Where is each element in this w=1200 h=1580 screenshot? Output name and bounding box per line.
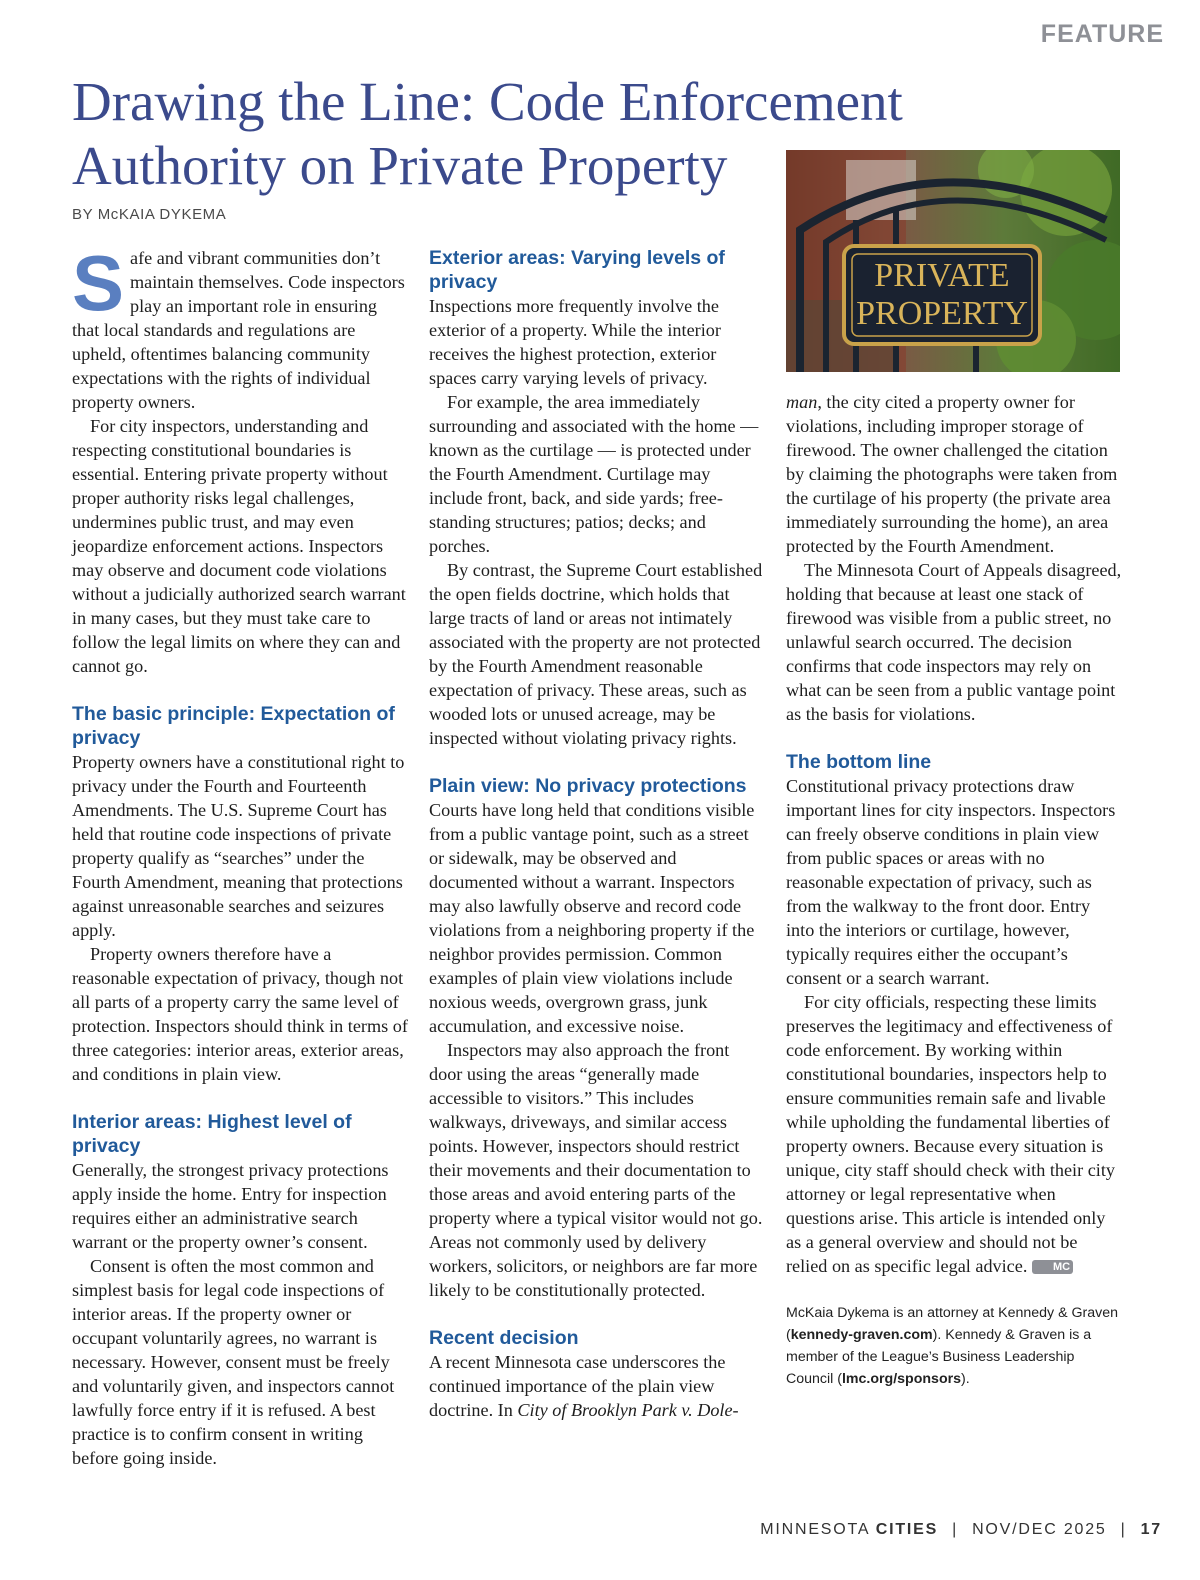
page-footer bbox=[760, 1521, 1162, 1539]
paragraph bbox=[786, 390, 1122, 558]
page-number: 17 bbox=[1140, 1521, 1162, 1538]
paragraph-intro bbox=[72, 239, 408, 414]
paragraph: For city inspectors, understanding and respecting constitutional boundaries is essential. Entering private property without proper authority risks legal challenges, undermines public trust, and may even jeopardize enforcement actions. Inspectors may observe and document code violations without a judicially authorized search warrant in many cases, but they must take care to follow the legal limits on where they can and cannot go. bbox=[72, 416, 406, 676]
paragraph: Generally, the strongest privacy protections apply inside the home. Entry for inspection requires either an administrative search warrant or the property owner’s consent. bbox=[72, 1160, 389, 1252]
paragraph: Inspections more frequently involve the exterior of a property. While the interior receives the highest protection, exterior spaces carry varying levels of privacy. bbox=[429, 296, 721, 388]
column-1 bbox=[72, 239, 408, 1470]
section-heading: The bottom line bbox=[786, 751, 932, 773]
case-name: man bbox=[786, 392, 818, 412]
section-heading: Recent decision bbox=[429, 1327, 579, 1349]
paragraph bbox=[786, 990, 1122, 1278]
sign-line-2: PROPERTY bbox=[856, 295, 1028, 332]
drop-cap: S bbox=[72, 239, 125, 327]
column-2 bbox=[429, 246, 765, 1422]
private-property-sign-photo bbox=[786, 150, 1120, 372]
section-heading: Exterior areas: Varying levels of privacy bbox=[429, 247, 725, 293]
end-mark-icon: MC bbox=[1032, 1260, 1073, 1274]
bio-text: McKaia Dykema is an attorney at Kennedy & Graven ( bbox=[786, 1305, 1118, 1343]
case-name: City of Brooklyn Park v. Dole- bbox=[517, 1400, 739, 1420]
intro-text: afe and vibrant communities don’t maintain themselves. Code inspectors play an important role in ensuring that local standards and regulations are upheld, oftentimes balancing community expectations with the rights of individual property owners. bbox=[72, 248, 405, 412]
paragraph bbox=[429, 1350, 765, 1422]
footer-divider: | bbox=[952, 1521, 959, 1538]
publication-name: CITIES bbox=[875, 1521, 939, 1538]
paragraph-text: A recent Minnesota case underscores the continued importance of the plain view doctrine. In bbox=[429, 1352, 726, 1420]
section-tag: FEATURE bbox=[1040, 20, 1164, 48]
paragraph-text: , the city cited a property owner for violations, including improper storage of firewood. The owner challenged the citation by claiming the photographs were taken from the curtilage of his property (the private area immediately surrounding the home), an area protected by the Fourth Amendment. bbox=[786, 392, 1118, 556]
footer-divider: | bbox=[1120, 1521, 1127, 1538]
paragraph-text: For city officials, respecting these limits preserves the legitimacy and effectiveness of code enforcement. By working within constitutional boundaries, inspectors help to ensure communities remain safe and livable while upholding the fundamental liberties of property owners. Because every situation is unique, city staff should check with their city attorney or legal representative when questions arise. This article is intended only as a general overview and should not be relied on as specific legal advice. bbox=[786, 992, 1115, 1276]
bio-link-kennedy-graven[interactable]: kennedy-graven.com bbox=[790, 1327, 933, 1343]
paragraph: Constitutional privacy protections draw important lines for city inspectors. Inspectors can freely observe conditions in plain view from public spaces or areas with no reasonable expectation of privacy, such as from the walkway to the front door. Entry into the interiors or curtilage, however, typically requires either the occupant’s consent or a search warrant. bbox=[786, 776, 1116, 988]
paragraph: Property owners therefore have a reasonable expectation of privacy, though not all parts of a property carry the same level of protection. Inspectors should think in terms of three categories: interior areas, exterior areas, and conditions in plain view. bbox=[72, 944, 408, 1084]
bio-text: ). bbox=[961, 1371, 970, 1387]
section-heading: The basic principle: Expectation of privacy bbox=[72, 703, 395, 749]
paragraph: Inspectors may also approach the front door using the areas “generally made accessible to visitors.” This includes walkways, driveways, and similar access points. However, inspectors should restrict their movements and their documentation to those areas and avoid entering parts of the property where a typical visitor would not go. Areas not commonly used by delivery workers, solicitors, or neighbors are far more likely to be constitutionally protected. bbox=[429, 1040, 763, 1300]
bio-text: ). Kennedy & Graven is a member of the League’s Business Leadership Council ( bbox=[786, 1327, 1092, 1387]
paragraph: Property owners have a constitutional right to privacy under the Fourth and Fourteenth Amendments. The U.S. Supreme Court has held that routine code inspections of private property qualify as “searches” under the Fourth Amendment, meaning that protections against unreasonable searches and seizures apply. bbox=[72, 752, 405, 940]
paragraph: By contrast, the Supreme Court established the open fields doctrine, which holds that large tracts of land or areas not intimately associated with the property are not protected by the Fourth Amendment reasonable expectation of privacy. These areas, such as wooded lots or unused acreage, may be inspected without violating privacy rights. bbox=[429, 560, 763, 748]
byline: BY McKAIA DYKEMA bbox=[72, 206, 227, 223]
paragraph: Courts have long held that conditions visible from a public vantage point, such as a street or sidewalk, may be observed and documented without a warrant. Inspectors may also lawfully observe and record code violations from a neighboring property if the neighbor provides permission. Common examples of plain view violations include noxious weeds, overgrown grass, junk accumulation, and excessive noise. bbox=[429, 800, 755, 1036]
article-title: Drawing the Line: Code Enforcement Authority on Private Property bbox=[72, 71, 903, 196]
paragraph: The Minnesota Court of Appeals disagreed, holding that because at least one stack of firewood was visible from a public street, no unlawful search occurred. The decision confirms that code inspectors may rely on what can be seen from a public vantage point as the basis for violations. bbox=[786, 560, 1122, 724]
sign-line-1: PRIVATE bbox=[874, 257, 1010, 294]
paragraph: Consent is often the most common and simplest basis for legal code inspections of interior areas. If the property owner or occupant voluntarily agrees, no warrant is necessary. However, consent must be freely and voluntarily given, and inspectors cannot lawfully force entry if it is refused. A best practice is to confirm consent in writing before going inside. bbox=[72, 1256, 395, 1468]
paragraph: For example, the area immediately surrounding and associated with the home — known as the curtilage — is protected under the Fourth Amendment. Curtilage may include front, back, and side yards; free-standing structures; patios; decks; and porches. bbox=[429, 392, 759, 556]
section-heading: Plain view: No privacy protections bbox=[429, 775, 747, 797]
publication-name-prefix: MINNESOTA bbox=[760, 1521, 876, 1538]
section-heading: Interior areas: Highest level of privacy bbox=[72, 1111, 352, 1157]
column-3 bbox=[786, 390, 1122, 1390]
author-bio bbox=[786, 1302, 1122, 1390]
bio-link-lmc-sponsors[interactable]: lmc.org/sponsors bbox=[841, 1371, 962, 1387]
issue-date: NOV/DEC 2025 bbox=[972, 1521, 1107, 1538]
